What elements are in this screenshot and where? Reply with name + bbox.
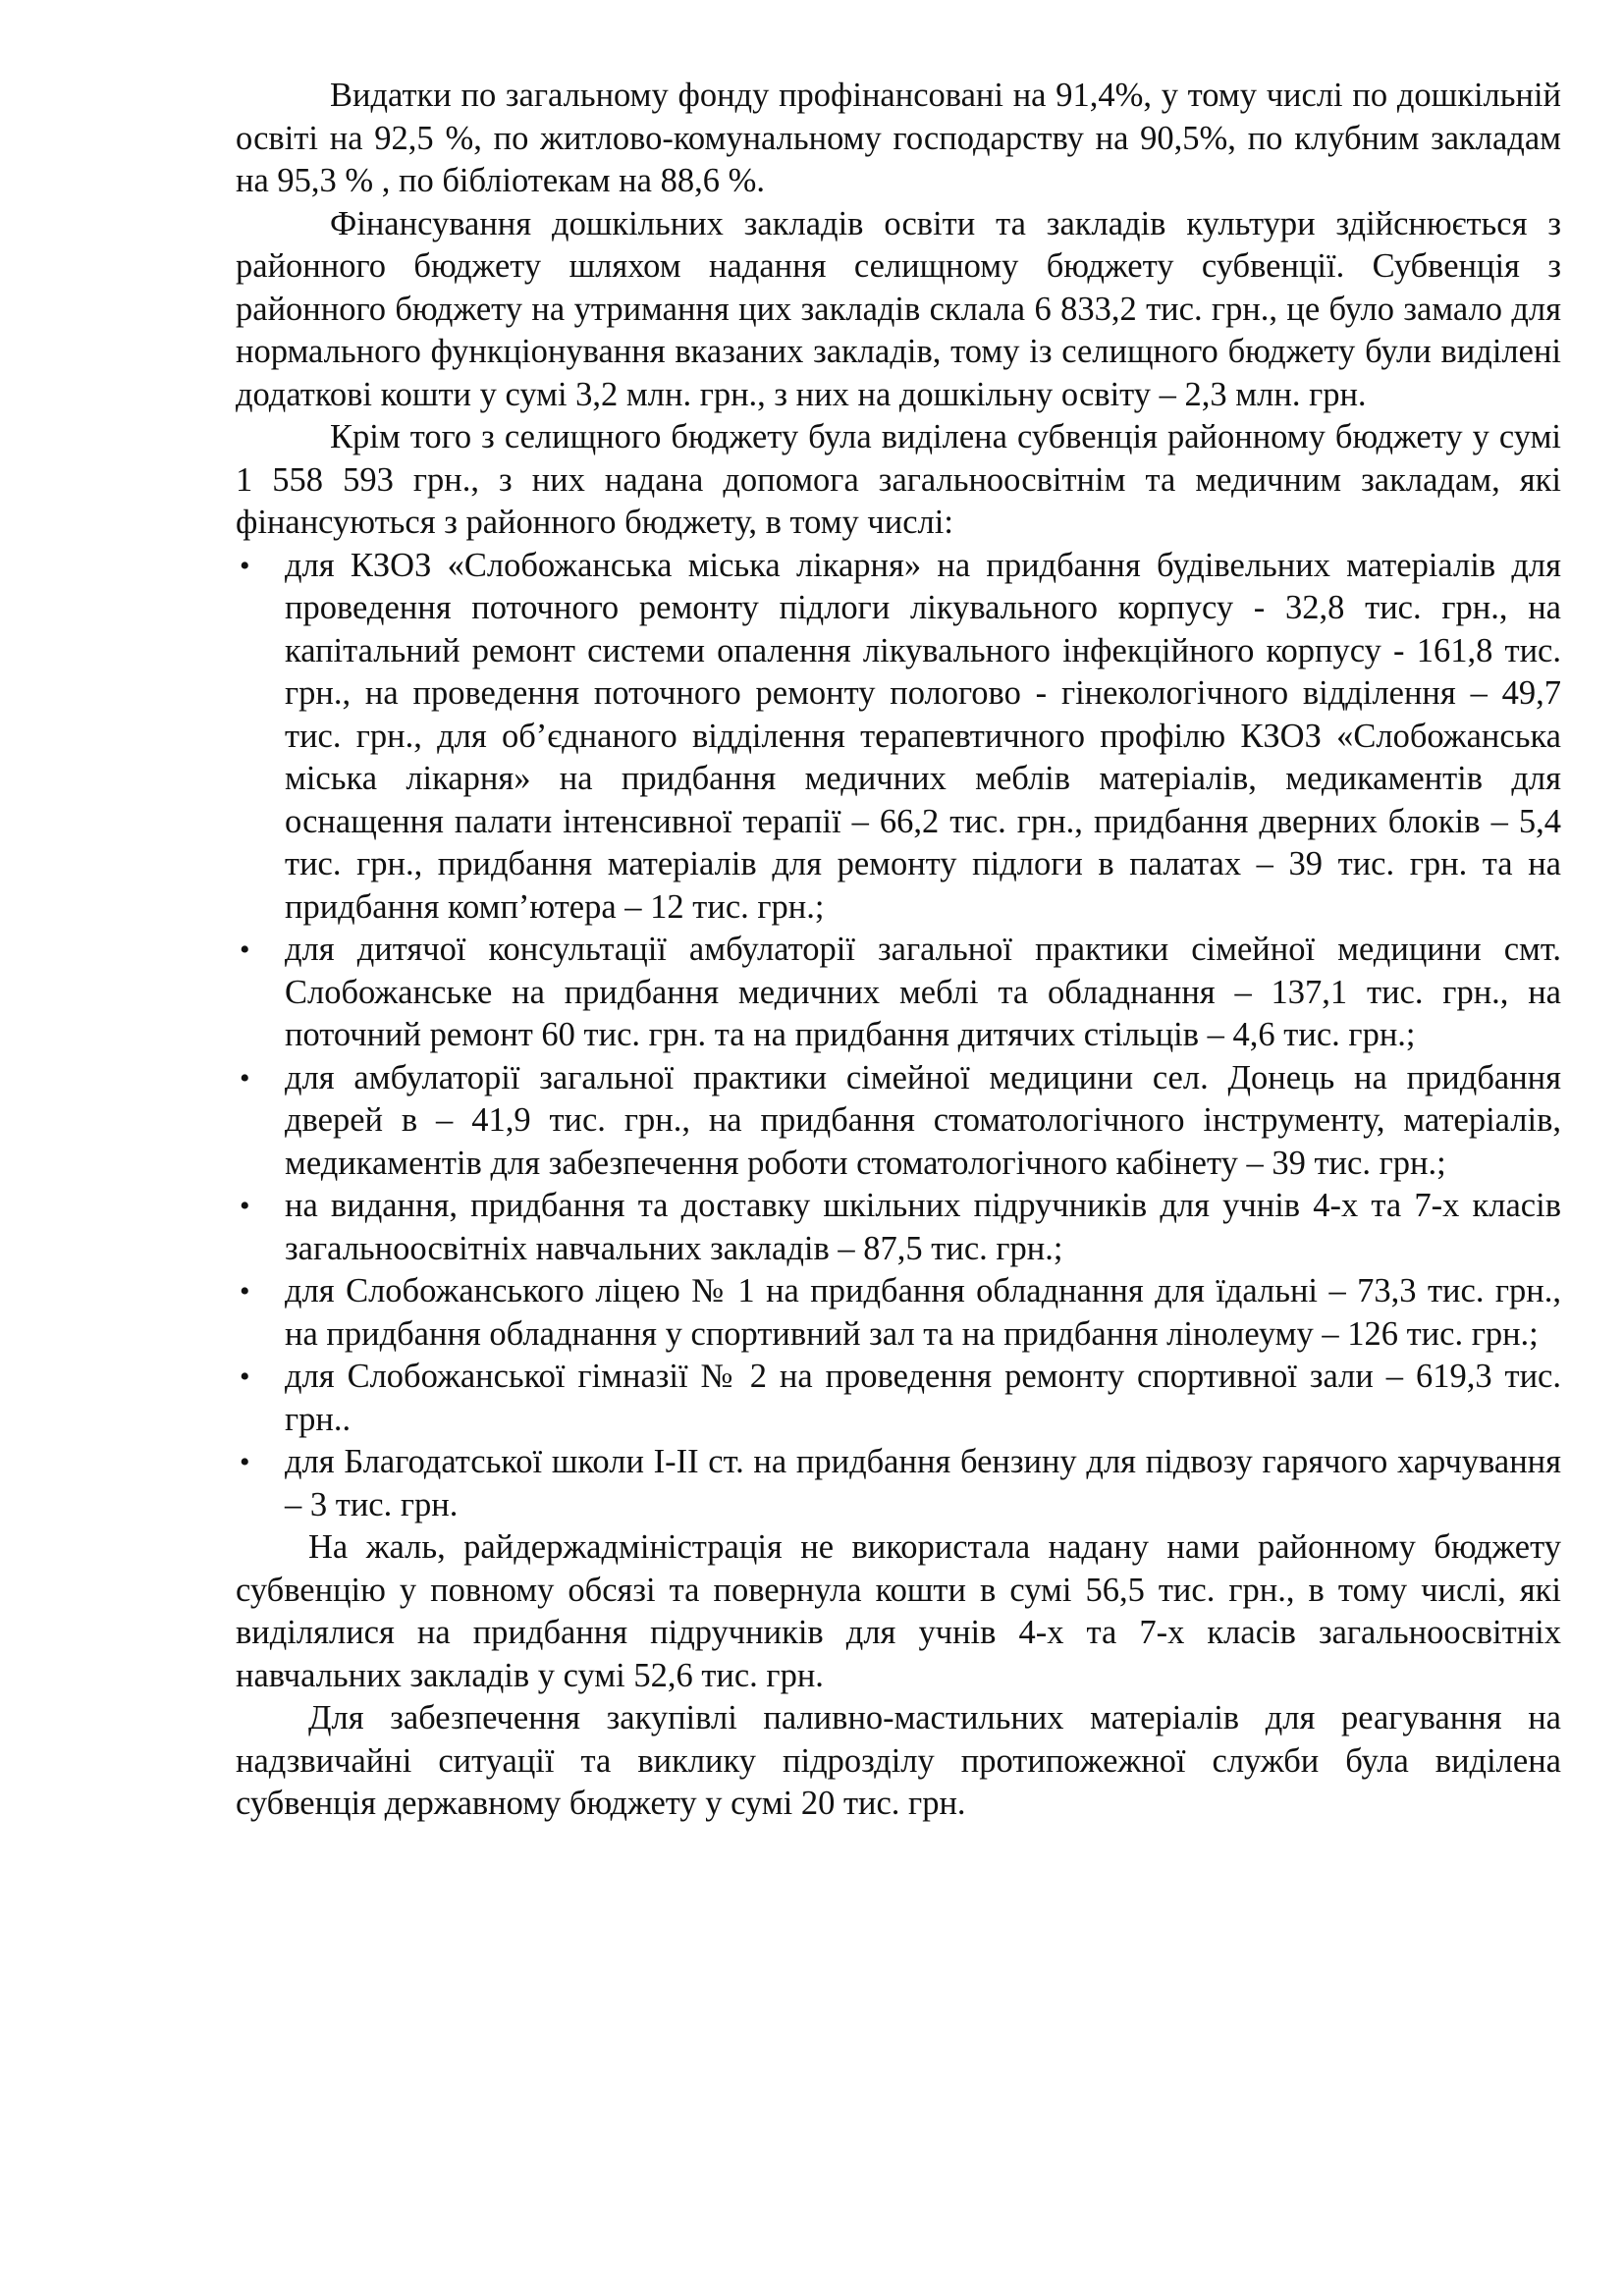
- list-item: [236, 1185, 1561, 1270]
- subvention-list: [236, 545, 1561, 1527]
- bullet-icon: •: [240, 1446, 250, 1478]
- list-item: [236, 1057, 1561, 1186]
- paragraph-preschool-financing: Фінансування дошкільних закладів освіти та закладів культури здійснюється з районного бюджету шляхом надання селищному бюджету субвенції. Субвенція з районного бюджету на утримання цих закладів склала 6 833,2 тис. грн., це було замало для нормального функціонування вказаних закладів, тому із селищного бюджету були виділені додаткові кошти у сумі 3,2 млн. грн., з них на дошкільну освіту – 2,3 млн. грн.: [236, 204, 1561, 413]
- bullet-icon: •: [240, 1275, 250, 1308]
- document-page: [236, 75, 1561, 1826]
- paragraph-subvention-district: Крім того з селищного бюджету була виділена субвенція районному бюджету у сумі 1 558 593 грн., з них надана допомога загальноосвітнім та медичним закладам, які фінансуються з районного бюджету, в тому числі:: [236, 418, 1561, 541]
- list-item-text: для амбулаторії загальної практики сімейної медицини сел. Донець на придбання дверей в – 41,9 тис. грн., на придбання стоматологічного інструменту, матеріалів, медикаментів для забезпечення роботи стоматологічного кабінету – 39 тис. грн.;: [285, 1058, 1561, 1182]
- list-item: [236, 545, 1561, 930]
- paragraph-fuel-subvention: Для забезпечення закупівлі паливно-мастильних матеріалів для реагування на надзвичайні ситуації та виклику підрозділу протипожежної служби була виділена субвенція державному бюджету у сумі 20 тис. грн.: [236, 1699, 1561, 1822]
- list-item: [236, 1356, 1561, 1441]
- list-item-text: для Слобожанської гімназії № 2 на проведення ремонту спортивної зали – 619,3 тис. грн..: [285, 1358, 1561, 1438]
- list-item-text: для Слобожанського ліцею № 1 на придбання обладнання для їдальні – 73,3 тис. грн., на придбання обладнання у спортивний зал та на придбання лінолеуму – 126 тис. грн.;: [285, 1272, 1561, 1353]
- paragraph-expenditure-summary: Видатки по загальному фонду профінансовані на 91,4%, у тому числі по дошкільній освіті на 92,5 %, по житлово-комунальному господарству на 90,5%, по клубним закладам на 95,3 % , по бібліотекам на 88,6 %.: [236, 77, 1561, 199]
- list-item: [236, 1441, 1561, 1526]
- list-item-text: на видання, придбання та доставку шкільних підручників для учнів 4-х та 7-х класів загальноосвітніх навчальних закладів – 87,5 тис. грн.;: [285, 1187, 1561, 1267]
- list-item: [236, 929, 1561, 1057]
- paragraph-returned-funds: На жаль, райдержадміністрація не використала надану нами районному бюджету субвенцію у повному обсязі та повернула кошти в сумі 56,5 тис. грн., в тому числі, які виділялися на придбання підручників для учнів 4-х та 7-х класів загальноосвітніх навчальних закладів у сумі 52,6 тис. грн.: [236, 1528, 1561, 1694]
- list-item-text: для Благодатської школи І-ІІ ст. на придбання бензину для підвозу гарячого харчування – 3 тис. грн.: [285, 1443, 1561, 1523]
- bullet-icon: •: [240, 549, 250, 582]
- list-item-text: для дитячої консультації амбулаторії загальної практики сімейної медицини смт. Слобожанське на придбання медичних меблі та обладнання – 137,1 тис. грн., на поточний ремонт 60 тис. грн. та на придбання дитячих стільців – 4,6 тис. грн.;: [285, 931, 1561, 1053]
- bullet-icon: •: [240, 934, 250, 966]
- list-item: [236, 1270, 1561, 1356]
- bullet-icon: •: [240, 1361, 250, 1393]
- bullet-icon: •: [240, 1061, 250, 1095]
- list-item-text: для КЗОЗ «Слобожанська міська лікарня» на придбання будівельних матеріалів для проведення поточного ремонту підлоги лікувального корпусу - 32,8 тис. грн., на капітальний ремонт системи опалення лікувального інфекційного корпусу - 161,8 тис. грн., на проведення поточного ремонту пологово - гінекологічного відділення – 49,7 тис. грн., для об’єднаного відділення терапевтичного профілю КЗОЗ «Слобожанська міська лікарня» на придбання медичних меблів матеріалів, медикаментів для оснащення палати інтенсивної терапії – 66,2 тис. грн., придбання дверних блоків – 5,4 тис. грн., придбання матеріалів для ремонту підлоги в палатах – 39 тис. грн. та на придбання комп’ютера – 12 тис. грн.;: [285, 546, 1561, 926]
- bullet-icon: •: [240, 1190, 250, 1222]
